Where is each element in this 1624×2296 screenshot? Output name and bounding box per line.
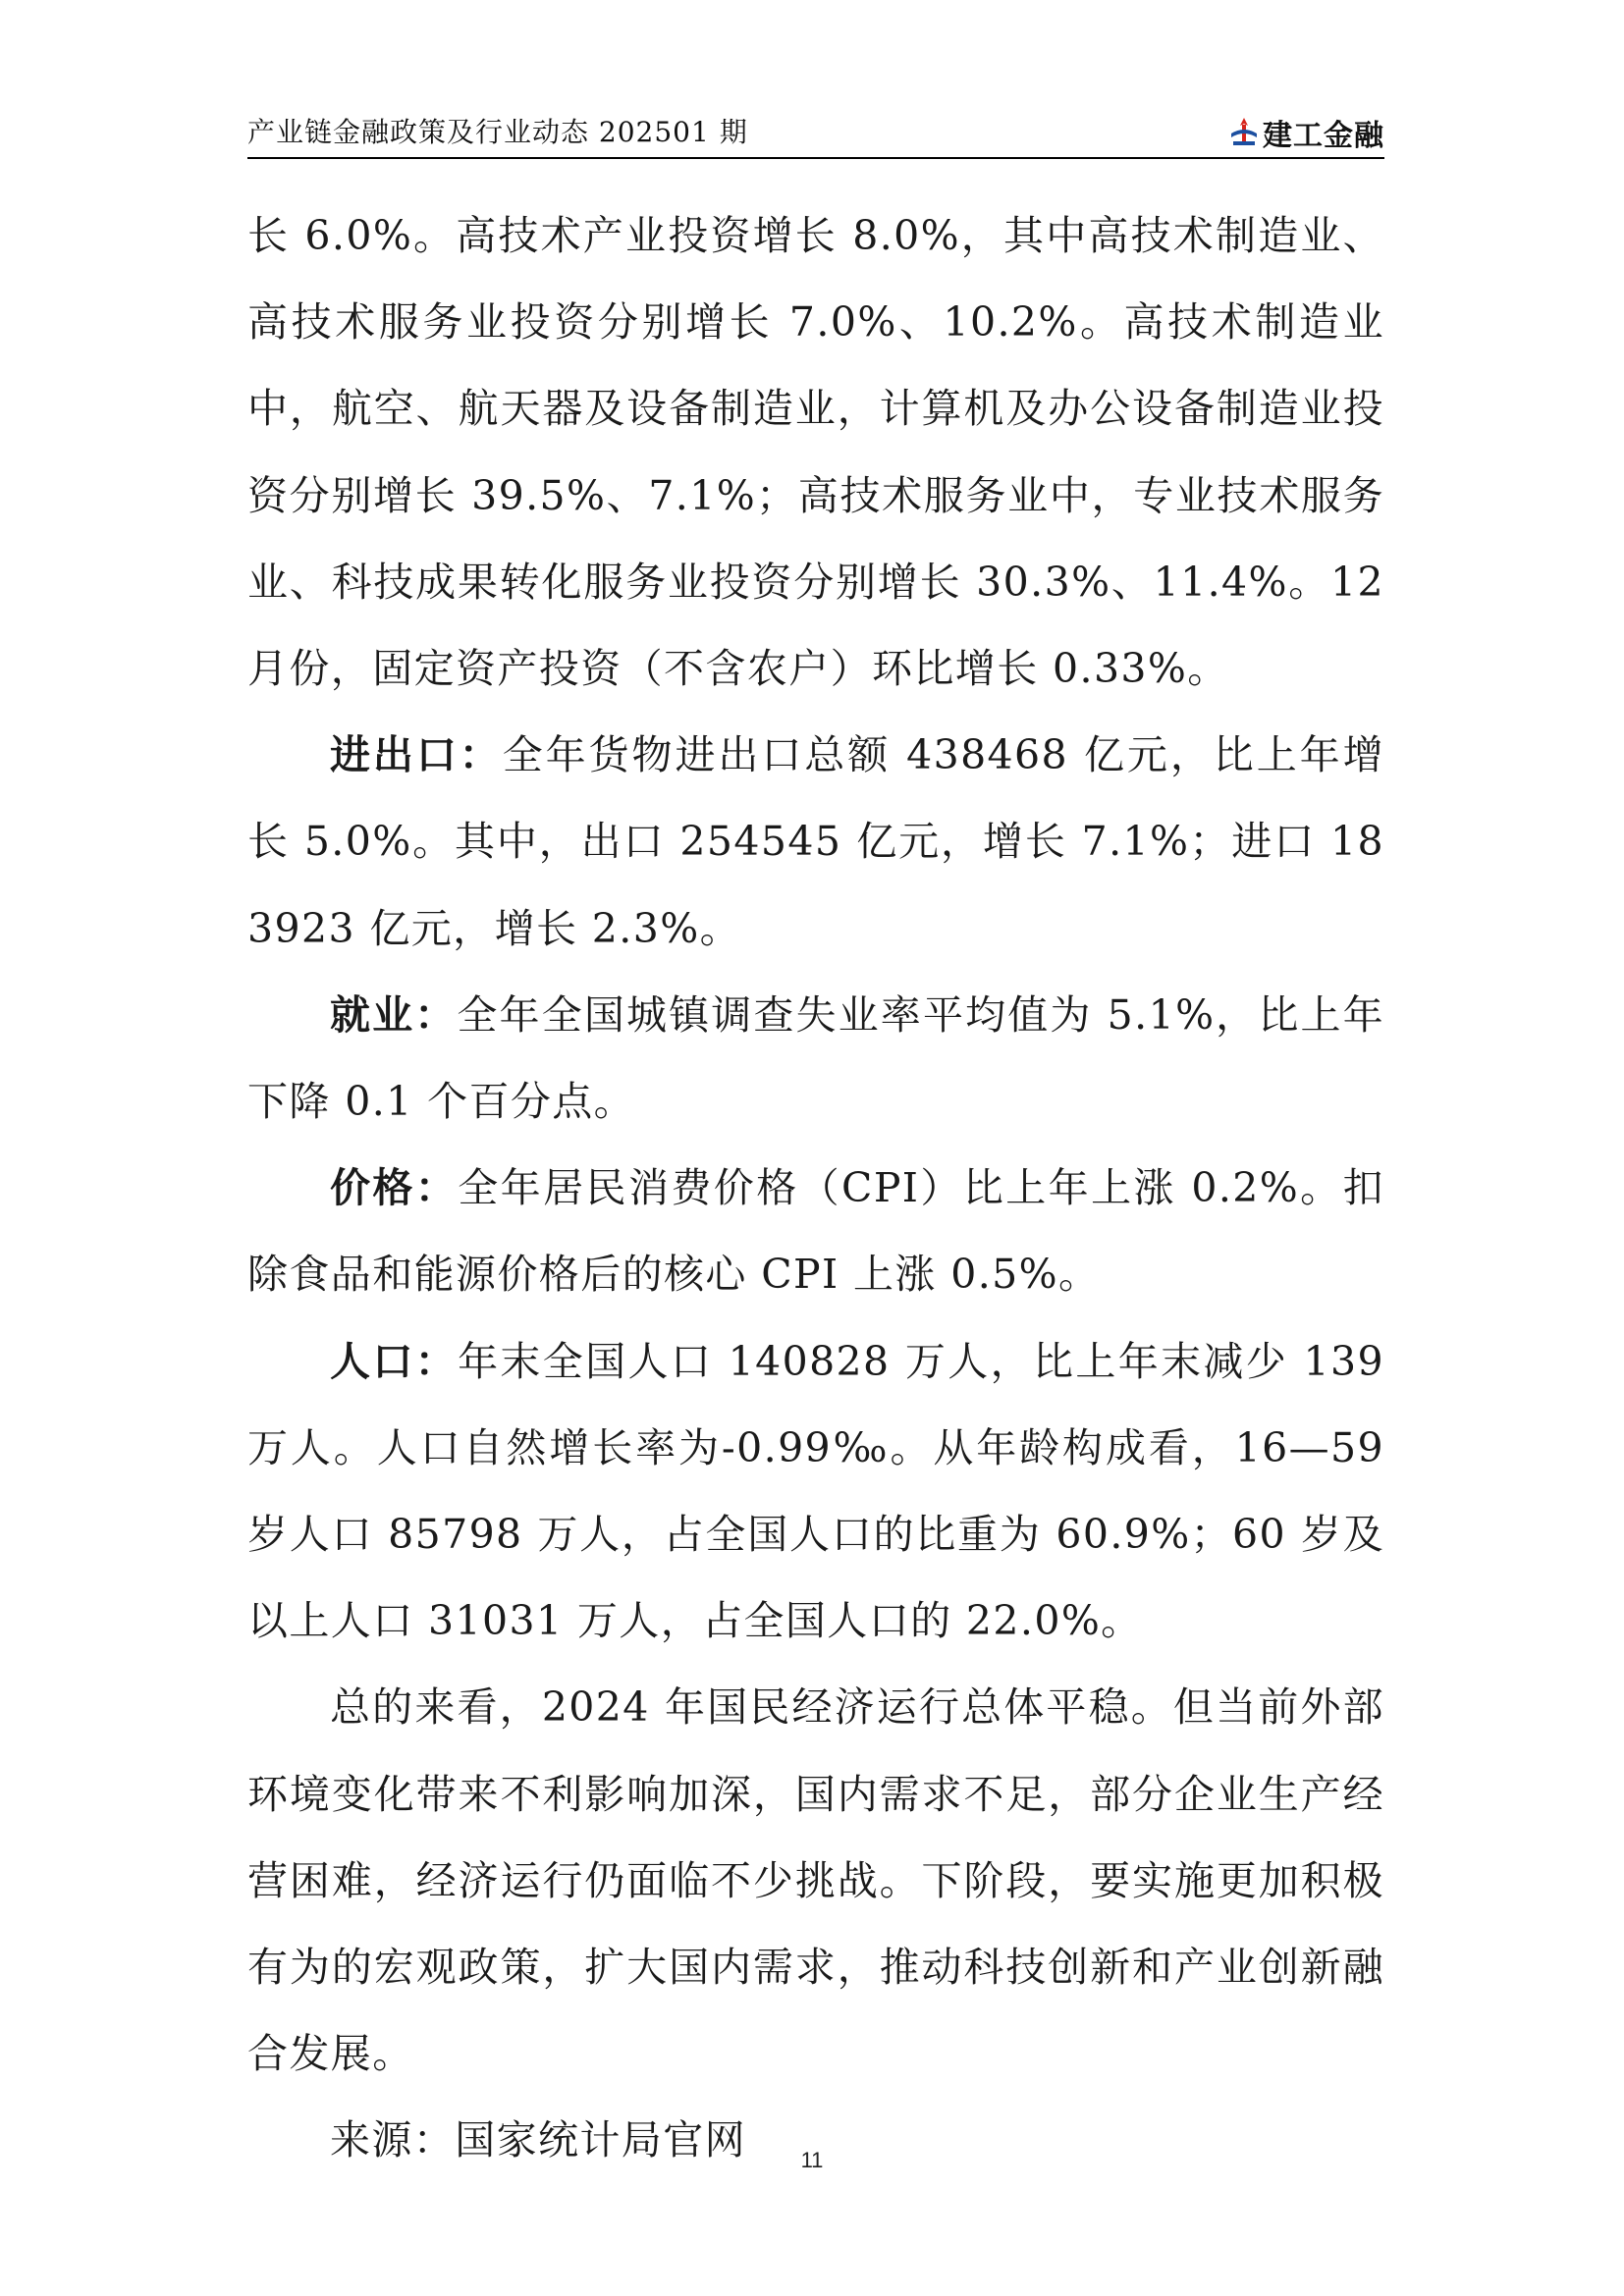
population-text: 年末全国人口 140828 万人，比上年末减少 139 万人。人口自然增长率为-0.99‰。从年龄构成看，16—59 岁人口 85798 万人，占全国人口的比重为 60.9%；60 岁及以上人口 31031 万人，占全国人口的 22.0%。 (247, 1337, 1384, 1645)
employment-text: 全年全国城镇调查失业率平均值为 5.1%，比上年下降 0.1 个百分点。 (247, 990, 1384, 1126)
employment-paragraph (247, 972, 1384, 1145)
page-header (247, 114, 1384, 159)
price-label: 价格： (330, 1164, 459, 1212)
brand (1229, 114, 1384, 151)
investment-paragraph: 长 6.0%。高技术产业投资增长 8.0%，其中高技术制造业、高技术服务业投资分别增长 7.0%、10.2%。高技术制造业中，航空、航天器及设备制造业，计算机及办公设备制造业投资分别增长 39.5%、7.1%；高技术服务业中，专业技术服务业、科技成果转化服务业投资分别增长 30.3%、11.4%。12 月份，固定资产投资（不含农户）环比增长 0.33%。 (247, 212, 1384, 693)
population-label: 人口： (330, 1337, 459, 1385)
trade-label: 进出口： (330, 731, 503, 779)
employment-label: 就业： (330, 990, 458, 1039)
price-paragraph (247, 1145, 1384, 1317)
trade-paragraph (247, 712, 1384, 972)
brand-name: 建工金融 (1263, 119, 1384, 153)
jiangong-logo-icon (1229, 116, 1259, 149)
document-body (247, 192, 1384, 2184)
price-text: 全年居民消费价格（CPI）比上年上涨 0.2%。扣除食品和能源价格后的核心 CPI 上涨 0.5%。 (247, 1164, 1384, 1299)
trade-text: 全年货物进出口总额 438468 亿元，比上年增长 5.0%。其中，出口 254545 亿元，增长 7.1%；进口 183923 亿元，增长 2.3%。 (247, 731, 1384, 952)
source-line: 来源：国家统计局官网 (330, 2116, 746, 2164)
page-number: 11 (800, 2148, 824, 2172)
population-paragraph (247, 1318, 1384, 1665)
summary-paragraph: 总的来看，2024 年国民经济运行总体平稳。但当前外部环境变化带来不利影响加深，国内需求不足，部分企业生产经营困难，经济运行仍面临不少挑战。下阶段，要实施更加积极有为的宏观政策，扩大国内需求，推动科技创新和产业创新融合发展。 (247, 1683, 1384, 2078)
header-title: 产业链金融政策及行业动态 202501 期 (247, 116, 748, 148)
